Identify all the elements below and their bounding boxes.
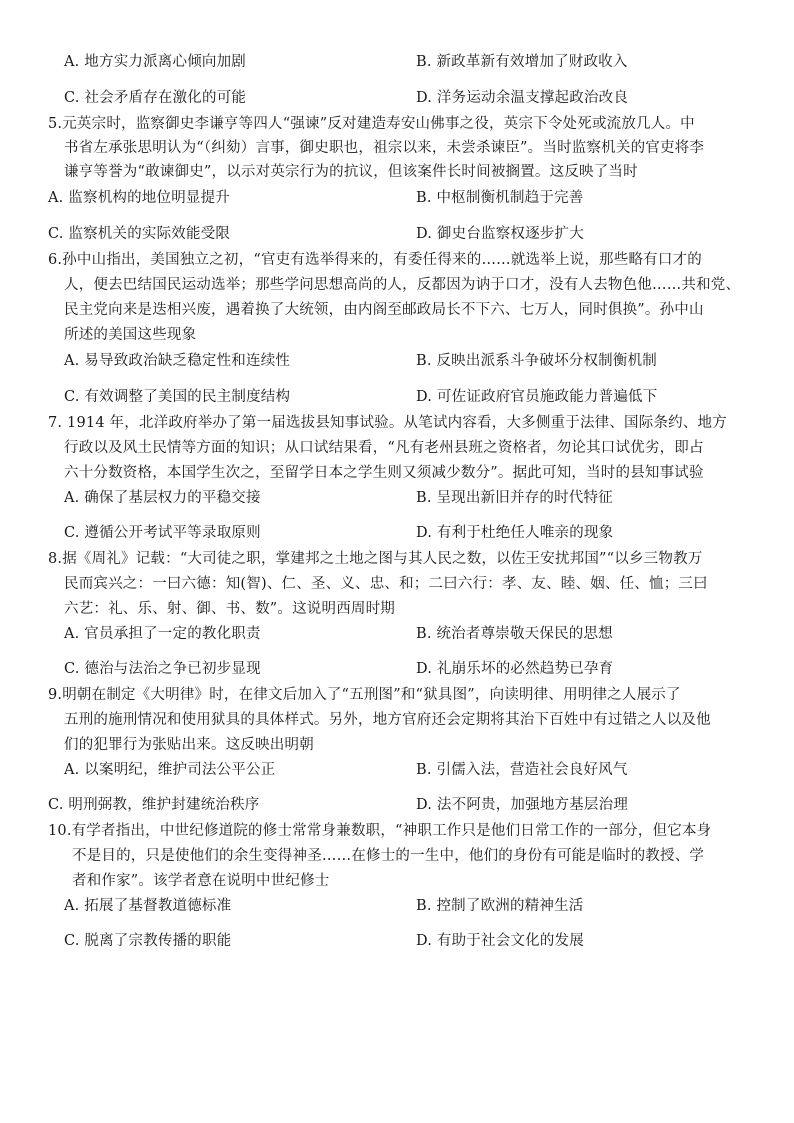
q6-stem-line: 6.孙中山指出，美国独立之初，“官吏有选举得来的，有委任得来的……就选举上说，那些略有口才的	[48, 252, 702, 268]
q4-option-c: C. 社会矛盾存在激化的可能	[64, 90, 247, 106]
q8-stem-line: 六艺：礼、乐、射、御、书、数”。这说明西周时期	[64, 601, 396, 617]
q8-stem-line: 8.据《周礼》记载：“大司徒之职，掌建邦之土地之图与其人民之数，以佐王安扰邦国”“以乡三物教万	[48, 551, 703, 567]
q10-option-d: D. 有助于社会文化的发展	[416, 933, 584, 949]
q7-option-c: C. 遵循公开考试平等录取原则	[64, 525, 261, 541]
q10-stem-line: 不是目的，只是使他们的余生变得神圣……在修士的一生中，他们的身份有可能是临时的教授、学	[72, 848, 705, 864]
q9-option-a: A. 以案明纪，维护司法公平公正	[64, 762, 276, 778]
q4-option-a: A. 地方实力派离心倾向加剧	[64, 54, 246, 70]
q5-stem-line: 书省左承张思明认为“（纠劾）言事，御史职也，祖宗以来，未尝杀谏臣”。当时监察机关的官吏将李	[64, 140, 705, 156]
q6-stem-line: 民主党向来是迭相兴废，遇着换了大统领，由内阁至邮政局长不下六、七万人，同时俱换”。孙中山	[64, 302, 704, 318]
q5-option-c: C. 监察机关的实际效能受限	[48, 226, 231, 242]
q7-option-b: B. 呈现出新旧并存的时代特征	[416, 490, 613, 506]
q6-option-d: D. 可佐证政府官员施政能力普遍低下	[416, 389, 658, 405]
q7-stem-line: 行政以及风土民情等方面的知识；从口试结果看，“凡有老州县班之资格者，勿论其口试优劣，即占	[64, 440, 704, 456]
q9-option-b: B. 引儒入法，营造社会良好风气	[416, 762, 628, 778]
q9-option-d: D. 法不阿贵，加强地方基层治理	[416, 797, 629, 813]
q10-option-c: C. 脱离了宗教传播的职能	[64, 933, 232, 949]
q6-option-a: A. 易导致政治缺乏稳定性和连续性	[64, 353, 291, 369]
q5-option-d: D. 御史台监察权逐步扩大	[416, 226, 584, 242]
q10-stem-line: 者和作家”。该学者意在说明中世纪修士	[72, 873, 330, 889]
q8-stem-line: 民而宾兴之：一曰六德：知(智)、仁、圣、义、忠、和；二曰六行：孝、友、睦、姻、任、恤；三曰	[64, 576, 708, 592]
q5-option-b: B. 中枢制衡机制趋于完善	[416, 190, 584, 206]
q8-option-a: A. 官员承担了一定的教化职责	[64, 626, 261, 642]
q6-option-c: C. 有效调整了美国的民主制度结构	[64, 389, 291, 405]
q6-stem-line: 人，便去巴结国民运动选举；那些学问思想高尚的人，反都因为讷于口才，没有人去物色他……共和党、	[64, 277, 741, 293]
q4-option-b: B. 新政革新有效增加了财政收入	[416, 54, 628, 70]
q7-option-d: D. 有利于杜绝任人唯亲的现象	[416, 525, 614, 541]
q5-stem-line: 5.元英宗时，监察御史李谦亨等四人“强谏”反对建造寿安山佛事之役，英宗下令处死或流放几人。中	[48, 116, 695, 132]
q9-option-c: C. 明刑弼教，维护封建统治秩序	[48, 797, 260, 813]
q5-option-a: A. 监察机构的地位明显提升	[48, 190, 230, 206]
q7-option-a: A. 确保了基层权力的平稳交接	[64, 490, 261, 506]
q6-stem-line: 所述的美国这些现象	[64, 327, 197, 343]
q8-option-b: B. 统治者尊崇敬天保民的思想	[416, 626, 613, 642]
q7-stem-line: 7. 1914 年，北洋政府举办了第一届选拔县知事试验。从笔试内容看，大多侧重于法律、国际条约、地方	[48, 415, 727, 431]
q9-stem-line: 们的犯罪行为张贴出来。这反映出明朝	[64, 737, 314, 753]
q8-option-d: D. 礼崩乐坏的必然趋势已孕育	[416, 661, 614, 677]
q5-stem-line: 谦亨等誉为“敢谏御史”，以示对英宗行为的抗议，但该案件长时间被搁置。这反映了当时	[64, 164, 638, 180]
q9-stem-line: 五刑的施刑情况和使用狱具的具体样式。另外，地方官府还会定期将其治下百姓中有过错之人以及他	[64, 712, 711, 728]
q4-option-d: D. 洋务运动余温支撑起政治改良	[416, 90, 629, 106]
q6-option-b: B. 反映出派系斗争破坏分权制衡机制	[416, 353, 657, 369]
q10-stem-line: 10.有学者指出，中世纪修道院的修士常常身兼数职，“神职工作只是他们日常工作的一部分，但它本身	[48, 823, 712, 839]
q10-option-a: A. 拓展了基督教道德标准	[64, 898, 232, 914]
q9-stem-line: 9.明朝在制定《大明律》时，在律文后加入了“五刑图”和“狱具图”，向读明律、用明律之人展示了	[48, 687, 681, 703]
q8-option-c: C. 德治与法治之争已初步显现	[64, 661, 261, 677]
q10-option-b: B. 控制了欧洲的精神生活	[416, 898, 584, 914]
q7-stem-line: 六十分数资格，本国学生次之，至留学日本之学生则又须减少数分”。据此可知，当时的县知事试验	[64, 465, 704, 481]
